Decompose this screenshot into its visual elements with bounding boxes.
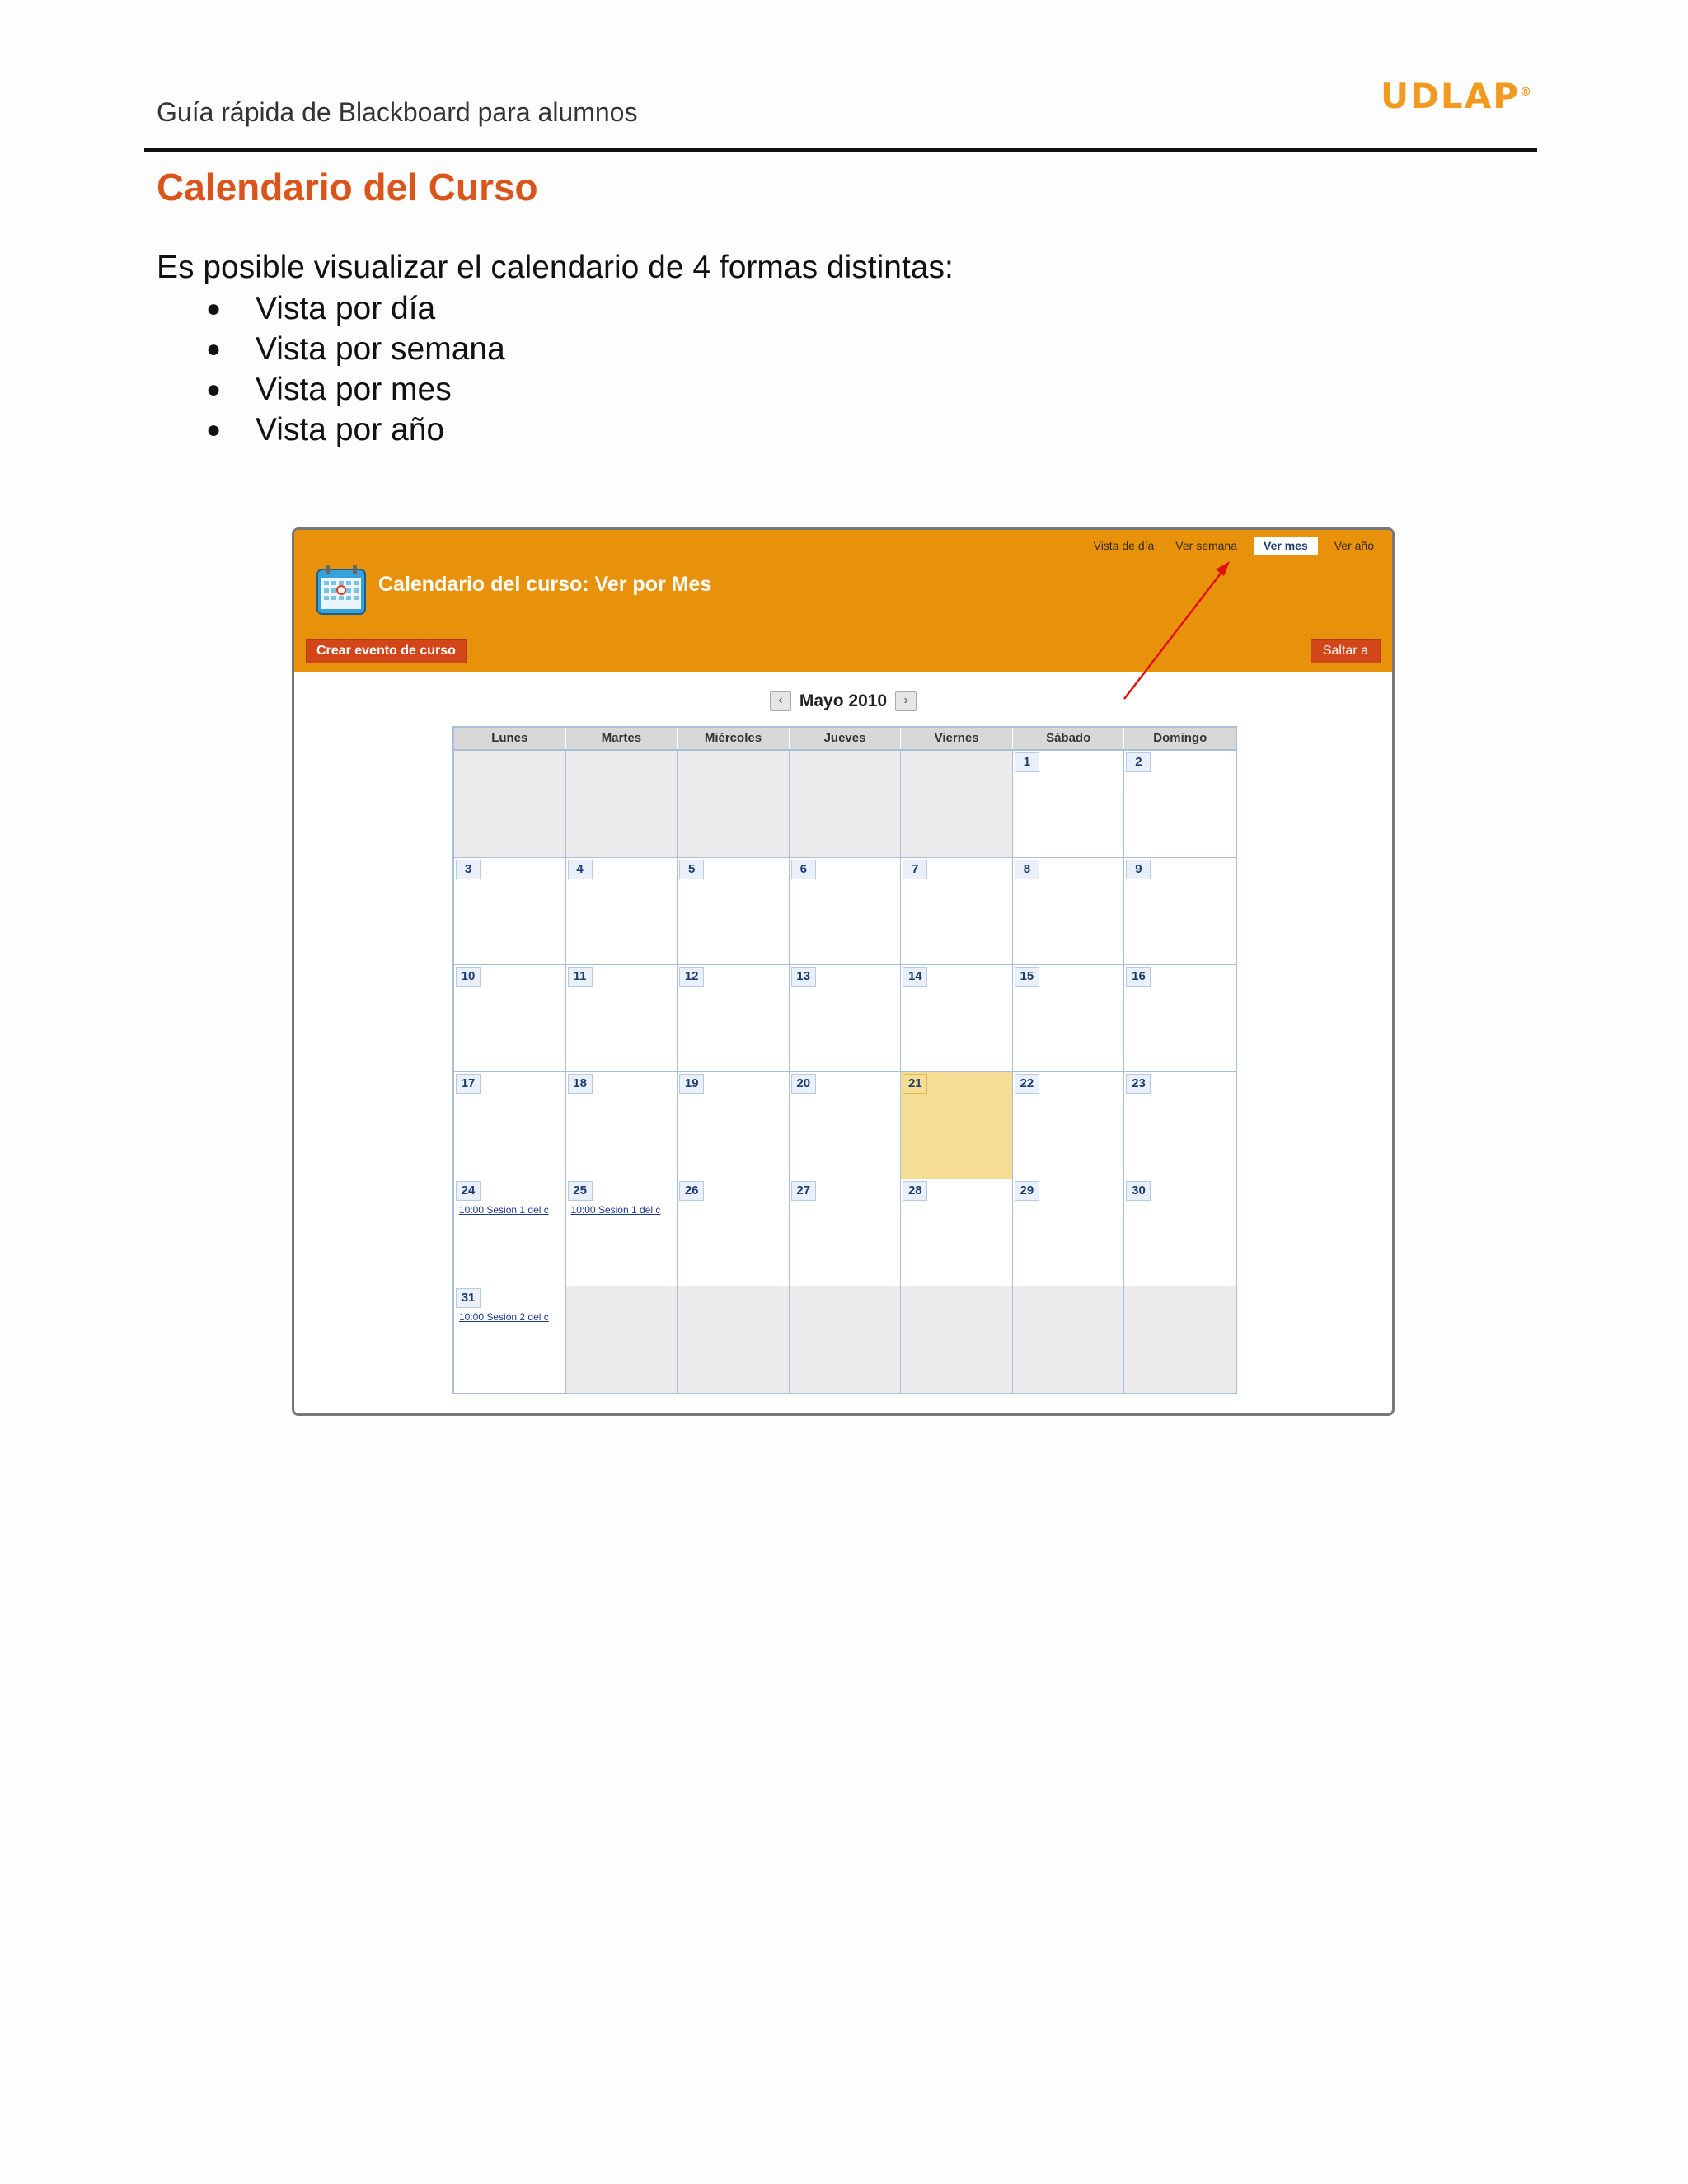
logo-text: UDLAP (1380, 76, 1520, 116)
bullet-icon: ● (206, 376, 222, 403)
day-cell (566, 858, 678, 964)
list-item (206, 288, 505, 329)
day-cell (1124, 965, 1236, 1071)
day-number[interactable]: 17 (456, 1074, 481, 1094)
day-cell (1124, 1179, 1236, 1286)
empty-day-cell (678, 751, 790, 857)
day-cell (566, 965, 678, 1071)
intro-text: Es posible visualizar el calendario de 4 formas distintas: (157, 250, 954, 285)
day-number[interactable]: 9 (1126, 860, 1151, 879)
day-cell (454, 965, 566, 1071)
day-cell (1013, 965, 1125, 1071)
day-number[interactable]: 13 (791, 967, 816, 987)
day-number[interactable]: 25 (568, 1181, 593, 1201)
empty-day-cell (1124, 1286, 1236, 1393)
empty-day-cell (790, 751, 902, 857)
day-cell (454, 858, 566, 964)
day-cell (678, 965, 790, 1071)
bullet-icon: ● (206, 335, 222, 363)
day-cell (1124, 751, 1236, 857)
list-item-text: Vista por año (256, 412, 445, 448)
day-number[interactable]: 12 (679, 967, 704, 987)
day-number[interactable]: 14 (903, 967, 927, 987)
day-number[interactable]: 4 (568, 860, 593, 879)
document-header: Guía rápida de Blackboard para alumnos (157, 97, 638, 127)
list-item-text: Vista por mes (256, 372, 452, 407)
day-cell (566, 1179, 678, 1286)
day-names-row (454, 728, 1236, 750)
week-row (454, 857, 1236, 964)
day-number[interactable]: 29 (1015, 1181, 1039, 1201)
day-name-header: Martes (566, 728, 678, 749)
day-cell (1124, 858, 1236, 964)
bullet-icon: ● (206, 416, 222, 443)
event-link[interactable]: 10:00 Sesión 1 del c (570, 1204, 661, 1216)
week-row (454, 1179, 1236, 1286)
day-cell (790, 1179, 902, 1286)
day-number[interactable]: 10 (456, 967, 481, 987)
day-number[interactable]: 30 (1126, 1181, 1151, 1201)
chevron-left-icon: ‹ (778, 693, 783, 707)
empty-day-cell (790, 1286, 902, 1393)
empty-day-cell (454, 751, 566, 857)
week-row (454, 964, 1236, 1071)
day-cell (454, 1286, 566, 1393)
day-number[interactable]: 23 (1126, 1074, 1151, 1094)
day-cell (790, 1072, 902, 1179)
day-cell (901, 1179, 1013, 1286)
day-number[interactable]: 28 (903, 1181, 927, 1201)
udlap-logo (1381, 76, 1533, 116)
list-item-text: Vista por día (256, 291, 436, 326)
day-cell (1013, 1179, 1125, 1286)
day-cell (678, 1179, 790, 1286)
registered-mark: ® (1520, 86, 1533, 99)
views-list (206, 288, 505, 450)
day-name-header: Jueves (790, 728, 902, 749)
day-name-header: Domingo (1153, 731, 1207, 745)
tab-month-view[interactable]: Ver mes (1254, 537, 1318, 555)
calendar-screenshot (292, 527, 1395, 1416)
day-number[interactable]: 7 (903, 860, 927, 879)
day-cell (901, 965, 1013, 1071)
day-number[interactable]: 3 (456, 860, 481, 879)
day-number[interactable]: 2 (1126, 752, 1151, 772)
day-number[interactable]: 18 (568, 1074, 593, 1094)
tab-week-view[interactable]: Ver semana (1175, 539, 1238, 552)
day-name-header: Lunes (454, 728, 566, 749)
day-number[interactable]: 11 (568, 967, 593, 987)
month-label: Mayo 2010 (799, 691, 888, 710)
day-number[interactable]: 16 (1126, 967, 1151, 987)
day-number[interactable]: 21 (903, 1074, 927, 1094)
list-item (206, 329, 505, 369)
day-cell (454, 1179, 566, 1286)
day-number[interactable]: 22 (1015, 1074, 1039, 1094)
day-number[interactable]: 6 (791, 860, 816, 879)
day-cell (1013, 751, 1125, 857)
list-item (206, 369, 505, 410)
tab-year-view[interactable]: Ver año (1334, 539, 1374, 552)
empty-day-cell (901, 1286, 1013, 1393)
day-cell (1013, 1072, 1125, 1179)
day-cell (901, 1072, 1013, 1179)
day-name-header: Viernes (901, 728, 1013, 749)
empty-day-cell (566, 1286, 678, 1393)
day-number[interactable]: 8 (1015, 860, 1039, 879)
next-month-button[interactable] (895, 691, 917, 711)
day-number[interactable]: 27 (791, 1181, 816, 1201)
month-grid (452, 726, 1237, 1394)
create-event-button[interactable]: Crear evento de curso (306, 639, 467, 663)
week-row (454, 750, 1236, 857)
event-link[interactable]: 10:00 Sesión 2 del c (459, 1311, 549, 1323)
week-row (454, 1071, 1236, 1179)
day-number[interactable]: 26 (679, 1181, 704, 1201)
day-cell (678, 1072, 790, 1179)
chevron-right-icon: › (903, 693, 908, 707)
prev-month-button[interactable] (770, 691, 791, 711)
day-name-header: Miércoles (678, 728, 790, 749)
empty-day-cell (566, 751, 678, 857)
day-number[interactable]: 20 (791, 1074, 816, 1094)
day-number[interactable]: 31 (456, 1288, 481, 1308)
list-item (206, 410, 505, 450)
day-name-header: Sábado (1013, 728, 1125, 749)
jump-to-button[interactable]: Saltar a (1311, 639, 1381, 663)
week-row (454, 1286, 1236, 1393)
day-cell (454, 1072, 566, 1179)
day-cell (1124, 1072, 1236, 1179)
annotation-arrow-icon (294, 530, 1395, 744)
empty-day-cell (1013, 1286, 1125, 1393)
tab-day-view[interactable]: Vista de día (1093, 539, 1155, 552)
month-navigation (294, 691, 1392, 711)
day-cell (790, 965, 902, 1071)
day-number[interactable]: 1 (1015, 752, 1039, 772)
calendar-title: Calendario del curso: Ver por Mes (378, 573, 712, 596)
list-item-text: Vista por semana (256, 331, 505, 367)
empty-day-cell (901, 751, 1013, 857)
day-number[interactable]: 15 (1015, 967, 1039, 987)
empty-day-cell (678, 1286, 790, 1393)
page-title: Calendario del Curso (157, 166, 538, 209)
day-number[interactable]: 24 (456, 1181, 481, 1201)
day-number[interactable]: 5 (679, 860, 704, 879)
day-cell (678, 858, 790, 964)
header-rule (144, 148, 1537, 152)
day-cell (566, 1072, 678, 1179)
bullet-icon: ● (206, 295, 222, 322)
day-cell (1013, 858, 1125, 964)
day-cell (901, 858, 1013, 964)
day-cell (790, 858, 902, 964)
event-link[interactable]: 10:00 Sesion 1 del c (459, 1204, 549, 1216)
day-number[interactable]: 19 (679, 1074, 704, 1094)
